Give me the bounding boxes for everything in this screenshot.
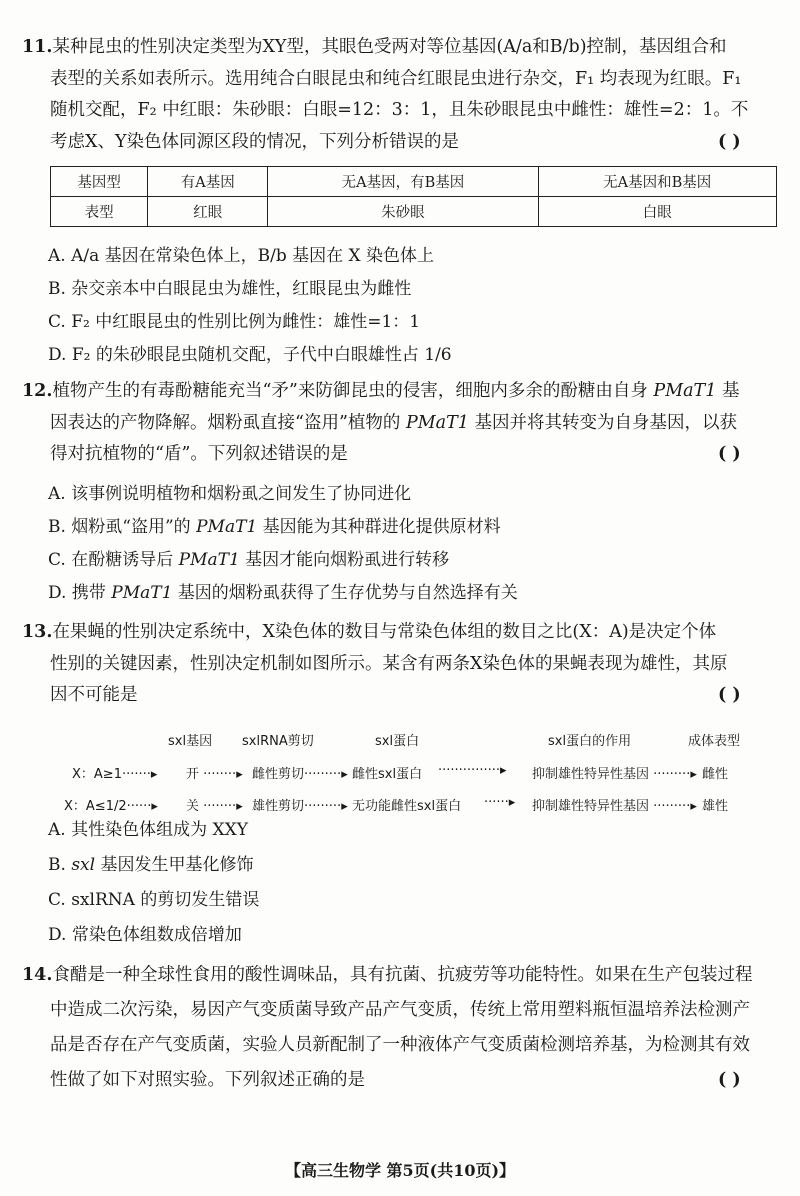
adult-phenotype: 雌性 (702, 767, 729, 782)
question-12 (22, 376, 782, 471)
genotype-phenotype-table (50, 166, 777, 227)
question-number: 14. (22, 965, 53, 985)
gene-name: PMaT1 (178, 550, 240, 570)
ratio-condition: X：A≥1·······▸ (72, 767, 158, 782)
answer-blank[interactable]: ( ) (718, 1070, 741, 1090)
question-text: 随机交配，F₂ 中红眼：朱砂眼：白眼=12：3：1，且朱砂眼昆虫中雌性：雄性=2：1。不 (50, 100, 749, 120)
gene-name: PMaT1 (653, 381, 717, 401)
gene-state: 关 ········▸ (186, 799, 243, 814)
question-text: 性别的关键因素，性别决定机制如图所示。某含有两条X染色体的果蝇表现为雄性，其原 (50, 653, 728, 674)
option-b[interactable]: B. 杂交亲本中白眼昆虫为雄性，红眼昆虫为雌性 (48, 279, 412, 299)
question-13 (22, 617, 782, 712)
table-header-cell: 有A基因 (148, 167, 268, 197)
adult-phenotype: 雄性 (702, 799, 729, 814)
question-text: 品是否存在产气变质菌，实验人员新配制了一种液体产气变质菌检测培养基，为检测其有效 (50, 1035, 750, 1055)
option-text: C. 在酚糖诱导后 (48, 550, 174, 570)
question-text: 得对抗植物的“盾”。下列叙述错误的是 (50, 444, 348, 464)
option-b[interactable] (48, 853, 253, 877)
question-text: 基 (721, 381, 740, 401)
option-text: 基因发生甲基化修饰 (100, 855, 254, 875)
splice-type: 雌性剪切·········▸ (252, 767, 348, 782)
gene-name: sxl (71, 855, 96, 875)
option-c[interactable] (48, 548, 449, 572)
gene-state: 开 ········▸ (186, 767, 243, 782)
diagram-header: sxlRNA剪切 (242, 734, 314, 749)
table-header-cell: 无A基因和B基因 (538, 167, 777, 197)
question-text: 表型的关系如表所示。选用纯合白眼昆虫和纯合红眼昆虫进行杂交，F₁ 均表现为红眼。F₁ (50, 68, 742, 89)
flow-arrow: ···············▸ (438, 763, 507, 778)
question-text: 食醋是一种全球性食用的酸性调味品，具有抗菌、抗疲劳等功能特性。如果在生产包装过程 (52, 965, 753, 985)
diagram-header: sxl基因 (168, 734, 213, 749)
option-text: 基因的烟粉虱获得了生存优势与自然选择有关 (177, 583, 518, 603)
answer-blank[interactable]: ( ) (718, 444, 741, 464)
splice-type: 雄性剪切·········▸ (252, 799, 348, 814)
gene-name: PMaT1 (196, 517, 258, 537)
option-text: B. (48, 855, 66, 875)
question-11 (22, 32, 782, 158)
option-text: D. 携带 (48, 583, 106, 603)
table-cell: 朱砂眼 (268, 197, 538, 227)
gene-name: PMaT1 (111, 583, 173, 603)
option-text: 基因能为其种群进化提供原材料 (262, 517, 501, 537)
ratio-condition: X：A≤1/2······▸ (64, 799, 158, 814)
table-cell: 表型 (51, 197, 148, 227)
option-a[interactable]: A. 该事例说明植物和烟粉虱之间发生了协同进化 (48, 484, 412, 504)
table-cell: 白眼 (538, 197, 777, 227)
gene-name: PMaT1 (405, 412, 469, 433)
question-text: 某种昆虫的性别决定类型为XY型，其眼色受两对等位基因(A/a和B/b)控制，基因组合和 (52, 37, 727, 57)
table-row (51, 167, 777, 197)
question-text: 考虑X、Y染色体同源区段的情况，下列分析错误的是 (50, 131, 460, 152)
diagram-header: sxl蛋白 (375, 734, 420, 749)
protein-type: 雌性sxl蛋白 (352, 767, 423, 782)
option-b[interactable] (48, 515, 501, 539)
table-header-cell: 基因型 (51, 167, 148, 197)
option-d[interactable]: D. 常染色体组数成倍增加 (48, 925, 242, 945)
question-text: 基因并将其转变为自身基因，以获 (474, 412, 737, 433)
option-d[interactable] (48, 581, 518, 605)
protein-effect: 抑制雄性特异性基因 ·········▸ (532, 799, 697, 814)
table-cell: 红眼 (148, 197, 268, 227)
option-d[interactable]: D. F₂ 的朱砂眼昆虫随机交配，子代中白眼雄性占 1/6 (48, 345, 452, 365)
option-a[interactable]: A. A/a 基因在常染色体上，B/b 基因在 X 染色体上 (48, 246, 435, 266)
answer-blank[interactable]: ( ) (718, 131, 741, 152)
question-text: 在果蝇的性别决定系统中，X染色体的数目与常染色体组的数目之比(X：A)是决定个体 (52, 622, 717, 642)
question-number: 11. (22, 37, 53, 57)
question-number: 13. (22, 622, 53, 642)
page-footer: 【高三生物学 第5页(共10页)】 (284, 1161, 516, 1180)
sex-determination-diagram (60, 730, 780, 816)
option-text: B. 烟粉虱“盗用”的 (48, 517, 191, 537)
question-number: 12. (22, 381, 53, 401)
question-text: 性做了如下对照实验。下列叙述正确的是 (50, 1070, 365, 1090)
question-text: 因表达的产物降解。烟粉虱直接“盗用”植物的 (50, 412, 401, 433)
protein-type: 无功能雌性sxl蛋白 (352, 799, 462, 814)
answer-blank[interactable]: ( ) (718, 685, 741, 705)
option-a[interactable]: A. 其性染色体组成为 XXY (48, 820, 248, 840)
protein-effect: 抑制雄性特异性基因 ·········▸ (532, 767, 697, 782)
option-text: 基因才能向烟粉虱进行转移 (245, 550, 450, 570)
question-text: 植物产生的有毒酚糖能充当“矛”来防御昆虫的侵害，细胞内多余的酚糖由自身 (52, 381, 648, 401)
table-row (51, 197, 777, 227)
option-c[interactable]: C. F₂ 中红眼昆虫的性别比例为雌性：雄性=1：1 (48, 312, 421, 332)
option-c[interactable]: C. sxlRNA 的剪切发生错误 (48, 890, 260, 910)
question-14 (22, 958, 782, 1098)
flow-arrow: ······▸ (484, 795, 516, 810)
table-header-cell: 无A基因，有B基因 (268, 167, 538, 197)
diagram-header: sxl蛋白的作用 (548, 734, 632, 749)
question-text: 因不可能是 (50, 685, 138, 705)
question-text: 中造成二次污染，易因产气变质菌导致产品产气变质，传统上常用塑料瓶恒温培养法检测产 (50, 1000, 750, 1020)
diagram-header: 成体表型 (688, 734, 741, 749)
